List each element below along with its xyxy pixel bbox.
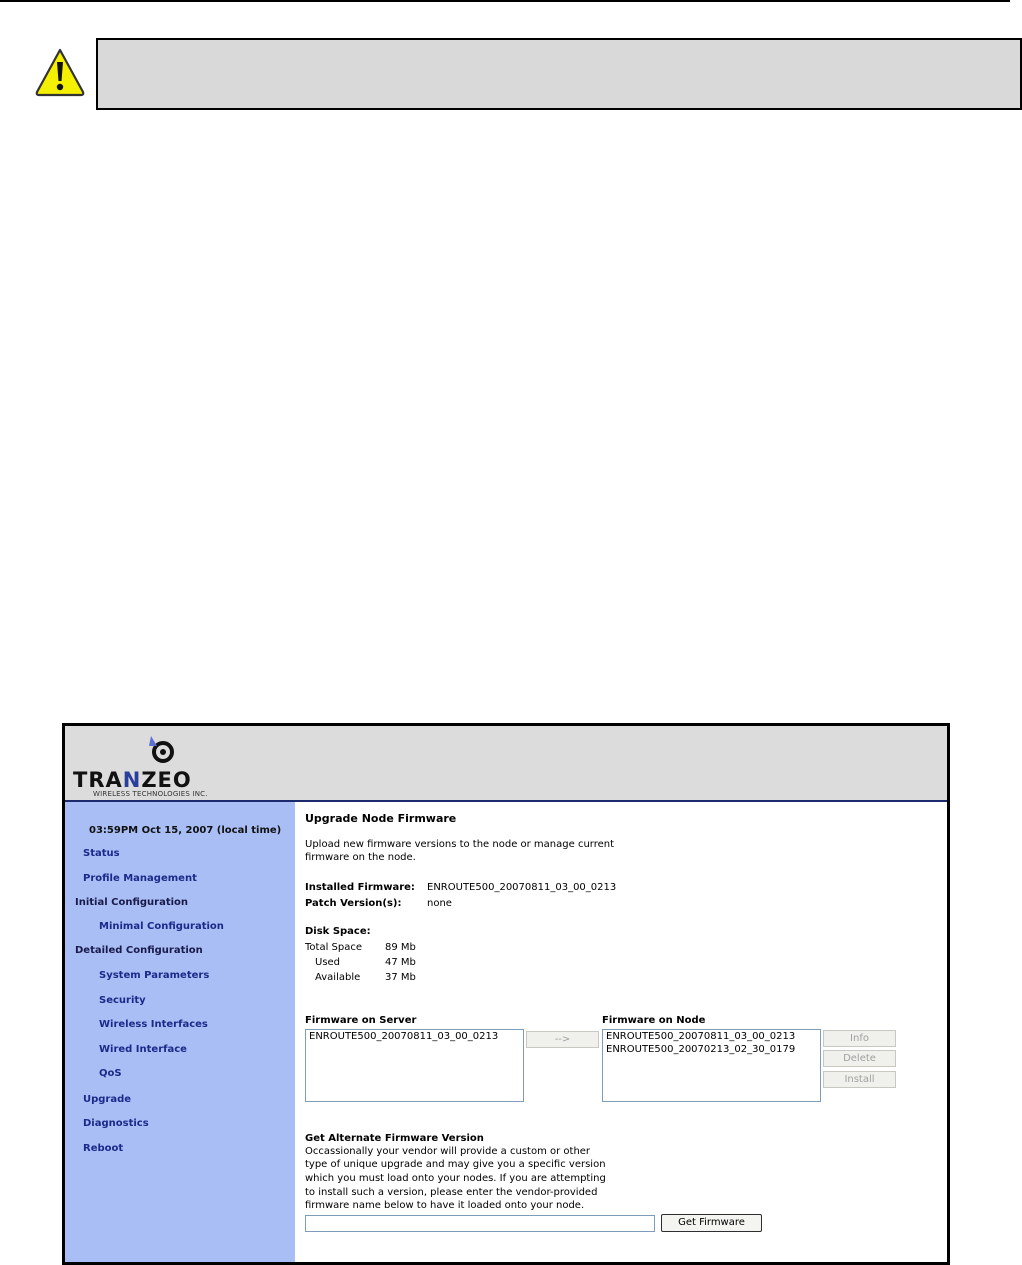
page-title: Upgrade Node Firmware — [305, 812, 457, 825]
firmware-on-node-label: Firmware on Node — [602, 1015, 706, 1026]
installed-firmware-label: Installed Firmware: — [305, 882, 415, 893]
main-content — [301, 802, 941, 1262]
sidebar-item-wireless-interfaces[interactable]: Wireless Interfaces — [99, 1019, 208, 1030]
total-space-label: Total Space — [305, 942, 363, 953]
embedded-screenshot — [62, 723, 950, 1265]
alternate-firmware-title: Get Alternate Firmware Version — [305, 1133, 484, 1144]
sidebar-item-minimal-configuration[interactable]: Minimal Configuration — [99, 921, 224, 932]
firmware-on-node-list[interactable] — [602, 1029, 821, 1102]
disk-space-label: Disk Space: — [305, 926, 371, 937]
install-button[interactable]: Install — [823, 1071, 896, 1088]
list-item[interactable]: ENROUTE500_20070811_03_00_0213 — [309, 1031, 499, 1042]
alternate-text-5: firmware name below to have it loaded onto your node. — [305, 1200, 585, 1211]
sidebar-item-profile-management[interactable]: Profile Management — [83, 873, 197, 884]
sidebar-item-qos[interactable]: QoS — [99, 1068, 122, 1079]
firmware-name-input[interactable] — [305, 1215, 655, 1232]
brand-logo — [71, 732, 255, 796]
alternate-text-2: type of unique upgrade and may give you a specific version — [305, 1159, 606, 1170]
firmware-on-server-list[interactable] — [305, 1029, 524, 1102]
available-space-value: 37 Mb — [385, 972, 416, 983]
logo-wordmark: TRANZEO — [73, 768, 192, 792]
used-space-label: Used — [315, 957, 341, 968]
patch-version-value: none — [427, 898, 452, 909]
intro-line-1: Upload new firmware versions to the node or manage current — [305, 839, 615, 850]
sidebar — [65, 802, 295, 1262]
sidebar-item-wired-interface[interactable]: Wired Interface — [99, 1044, 187, 1055]
list-item[interactable]: ENROUTE500_20070213_02_30_0179 — [606, 1044, 796, 1055]
logo-swirl-icon — [141, 732, 181, 768]
alternate-text-3: which you must load onto your nodes. If you are attempting — [305, 1173, 606, 1184]
logo-subtitle: WIRELESS TECHNOLOGIES INC. — [93, 790, 208, 798]
alternate-text-4: to install such a version, please enter the vendor-provided — [305, 1187, 598, 1198]
info-button[interactable]: Info — [823, 1030, 896, 1047]
sidebar-item-diagnostics[interactable]: Diagnostics — [83, 1118, 149, 1129]
alternate-text-1: Occassionally your vendor will provide a custom or other — [305, 1146, 591, 1157]
sidebar-item-status[interactable]: Status — [83, 848, 120, 859]
available-space-label: Available — [315, 972, 361, 983]
sidebar-item-upgrade[interactable]: Upgrade — [83, 1094, 132, 1105]
delete-button[interactable]: Delete — [823, 1050, 896, 1067]
top-rule — [0, 0, 1010, 2]
firmware-on-server-label: Firmware on Server — [305, 1015, 417, 1026]
used-space-value: 47 Mb — [385, 957, 416, 968]
sidebar-item-security[interactable]: Security — [99, 995, 146, 1006]
app-header — [65, 726, 947, 802]
patch-version-label: Patch Version(s): — [305, 898, 402, 909]
local-time: 03:59PM Oct 15, 2007 (local time) — [89, 825, 282, 836]
sidebar-item-reboot[interactable]: Reboot — [83, 1143, 124, 1154]
sidebar-item-initial-configuration[interactable]: Initial Configuration — [75, 897, 189, 908]
list-item[interactable]: ENROUTE500_20070811_03_00_0213 — [606, 1031, 796, 1042]
total-space-value: 89 Mb — [385, 942, 416, 953]
sidebar-item-system-parameters[interactable]: System Parameters — [99, 970, 210, 981]
note-box — [96, 38, 1022, 110]
transfer-arrow-button[interactable]: --> — [526, 1031, 599, 1048]
get-firmware-button[interactable]: Get Firmware — [661, 1214, 762, 1232]
intro-line-2: firmware on the node. — [305, 852, 416, 863]
installed-firmware-value: ENROUTE500_20070811_03_00_0213 — [427, 882, 617, 893]
warning-icon — [34, 46, 86, 98]
sidebar-item-detailed-configuration[interactable]: Detailed Configuration — [75, 945, 203, 956]
